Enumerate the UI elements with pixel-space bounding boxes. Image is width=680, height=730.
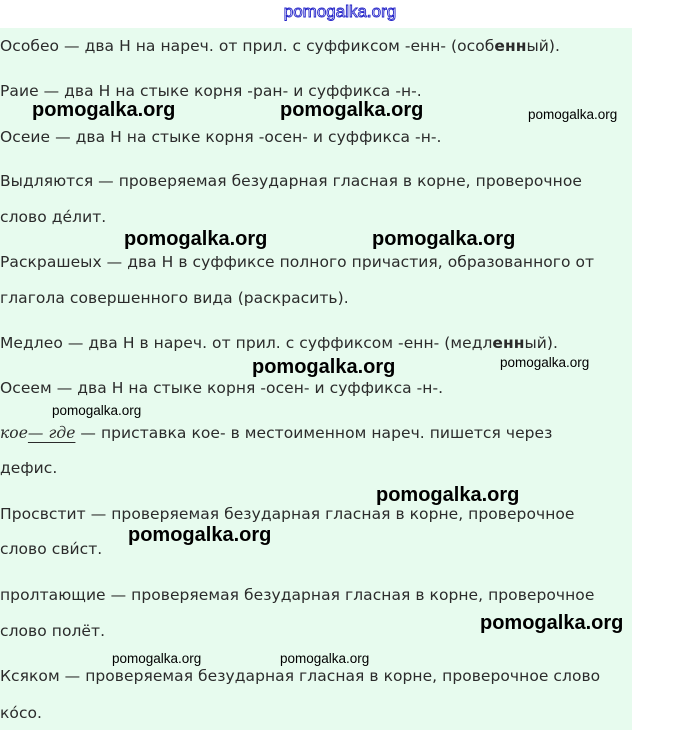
watermark: pomogalka.org — [32, 99, 176, 121]
entry-osobenno — [0, 36, 560, 56]
watermark: pomogalka.org — [528, 107, 618, 122]
entry-kosyakom-line1: Ксяком — проверяемая безударная гласная в корне, проверочное слово — [0, 667, 601, 685]
entry-proletayushchie-line2: слово полёт. — [0, 622, 106, 640]
entry-vydelyayutsya-line1: Выдляются — проверяемая безударная гласная в корне, проверочное — [0, 172, 582, 190]
entry-raskrashennyh-line2: глагола совершенного вида (раскрасить). — [0, 289, 349, 307]
watermark: pomogalka.org — [376, 484, 520, 506]
entry-proletayushchie-line1: пролтающие — проверяемая безударная гласная в корне, проверочное — [0, 586, 595, 604]
entry-vydelyayutsya-line2: слово де́лит. — [0, 208, 107, 226]
entry-text: Медлео — два Н в нареч. от прил. с суффиксом -енн- (медл — [0, 334, 493, 352]
math-part: кое — [0, 424, 28, 442]
entry-osennem: Осеем — два Н на стыке корня -осен- и суффикса -н-. — [0, 379, 444, 397]
entry-prosvistit-line1: Просвстит — проверяемая безударная гласная в корне, проверочное — [0, 505, 575, 523]
math-formula — [0, 424, 75, 442]
entry-kosyakom-line2: ко́со. — [0, 704, 43, 722]
entry-text: ый). — [526, 37, 560, 55]
watermark: pomogalka.org — [500, 355, 590, 370]
watermark: pomogalka.org — [252, 356, 396, 378]
watermark: pomogalka.org — [280, 99, 424, 121]
entry-koe-gde-line1 — [0, 423, 552, 443]
entry-highlight: енн — [492, 334, 525, 352]
entry-text: — приставка кое- в местоименном нареч. пишется через — [75, 424, 553, 442]
watermark: pomogalka.org — [480, 612, 624, 634]
entry-text: ый). — [524, 334, 559, 352]
entry-ranee: Раие — два Н на стыке корня -ран- и суффикса -н-. — [0, 82, 422, 100]
watermark: pomogalka.org — [372, 228, 516, 250]
watermark: pomogalka.org — [124, 228, 268, 250]
entry-raskrashennyh-line1: Раскрашеых — два Н в суффиксе полного причастия, образованного от — [0, 253, 595, 271]
entry-koe-gde-line2: дефис. — [0, 459, 58, 477]
entry-text: Особео — два Н на нареч. от прил. с суффиксом -енн- (особ — [0, 37, 495, 55]
math-part-underlined: — где — [27, 424, 76, 442]
watermark: pomogalka.org — [280, 651, 370, 666]
entry-medlenno — [0, 333, 558, 353]
watermark: pomogalka.org — [52, 403, 142, 418]
entry-osennee: Осеие — два Н на стыке корня -осен- и суффикса -н-. — [0, 128, 442, 146]
watermark: pomogalka.org — [128, 524, 272, 546]
entry-prosvistit-line2: слово сви́ст. — [0, 540, 103, 558]
entry-highlight: енн — [494, 37, 527, 55]
watermark: pomogalka.org — [112, 651, 202, 666]
site-logo[interactable]: pomogalka.org — [283, 2, 397, 21]
